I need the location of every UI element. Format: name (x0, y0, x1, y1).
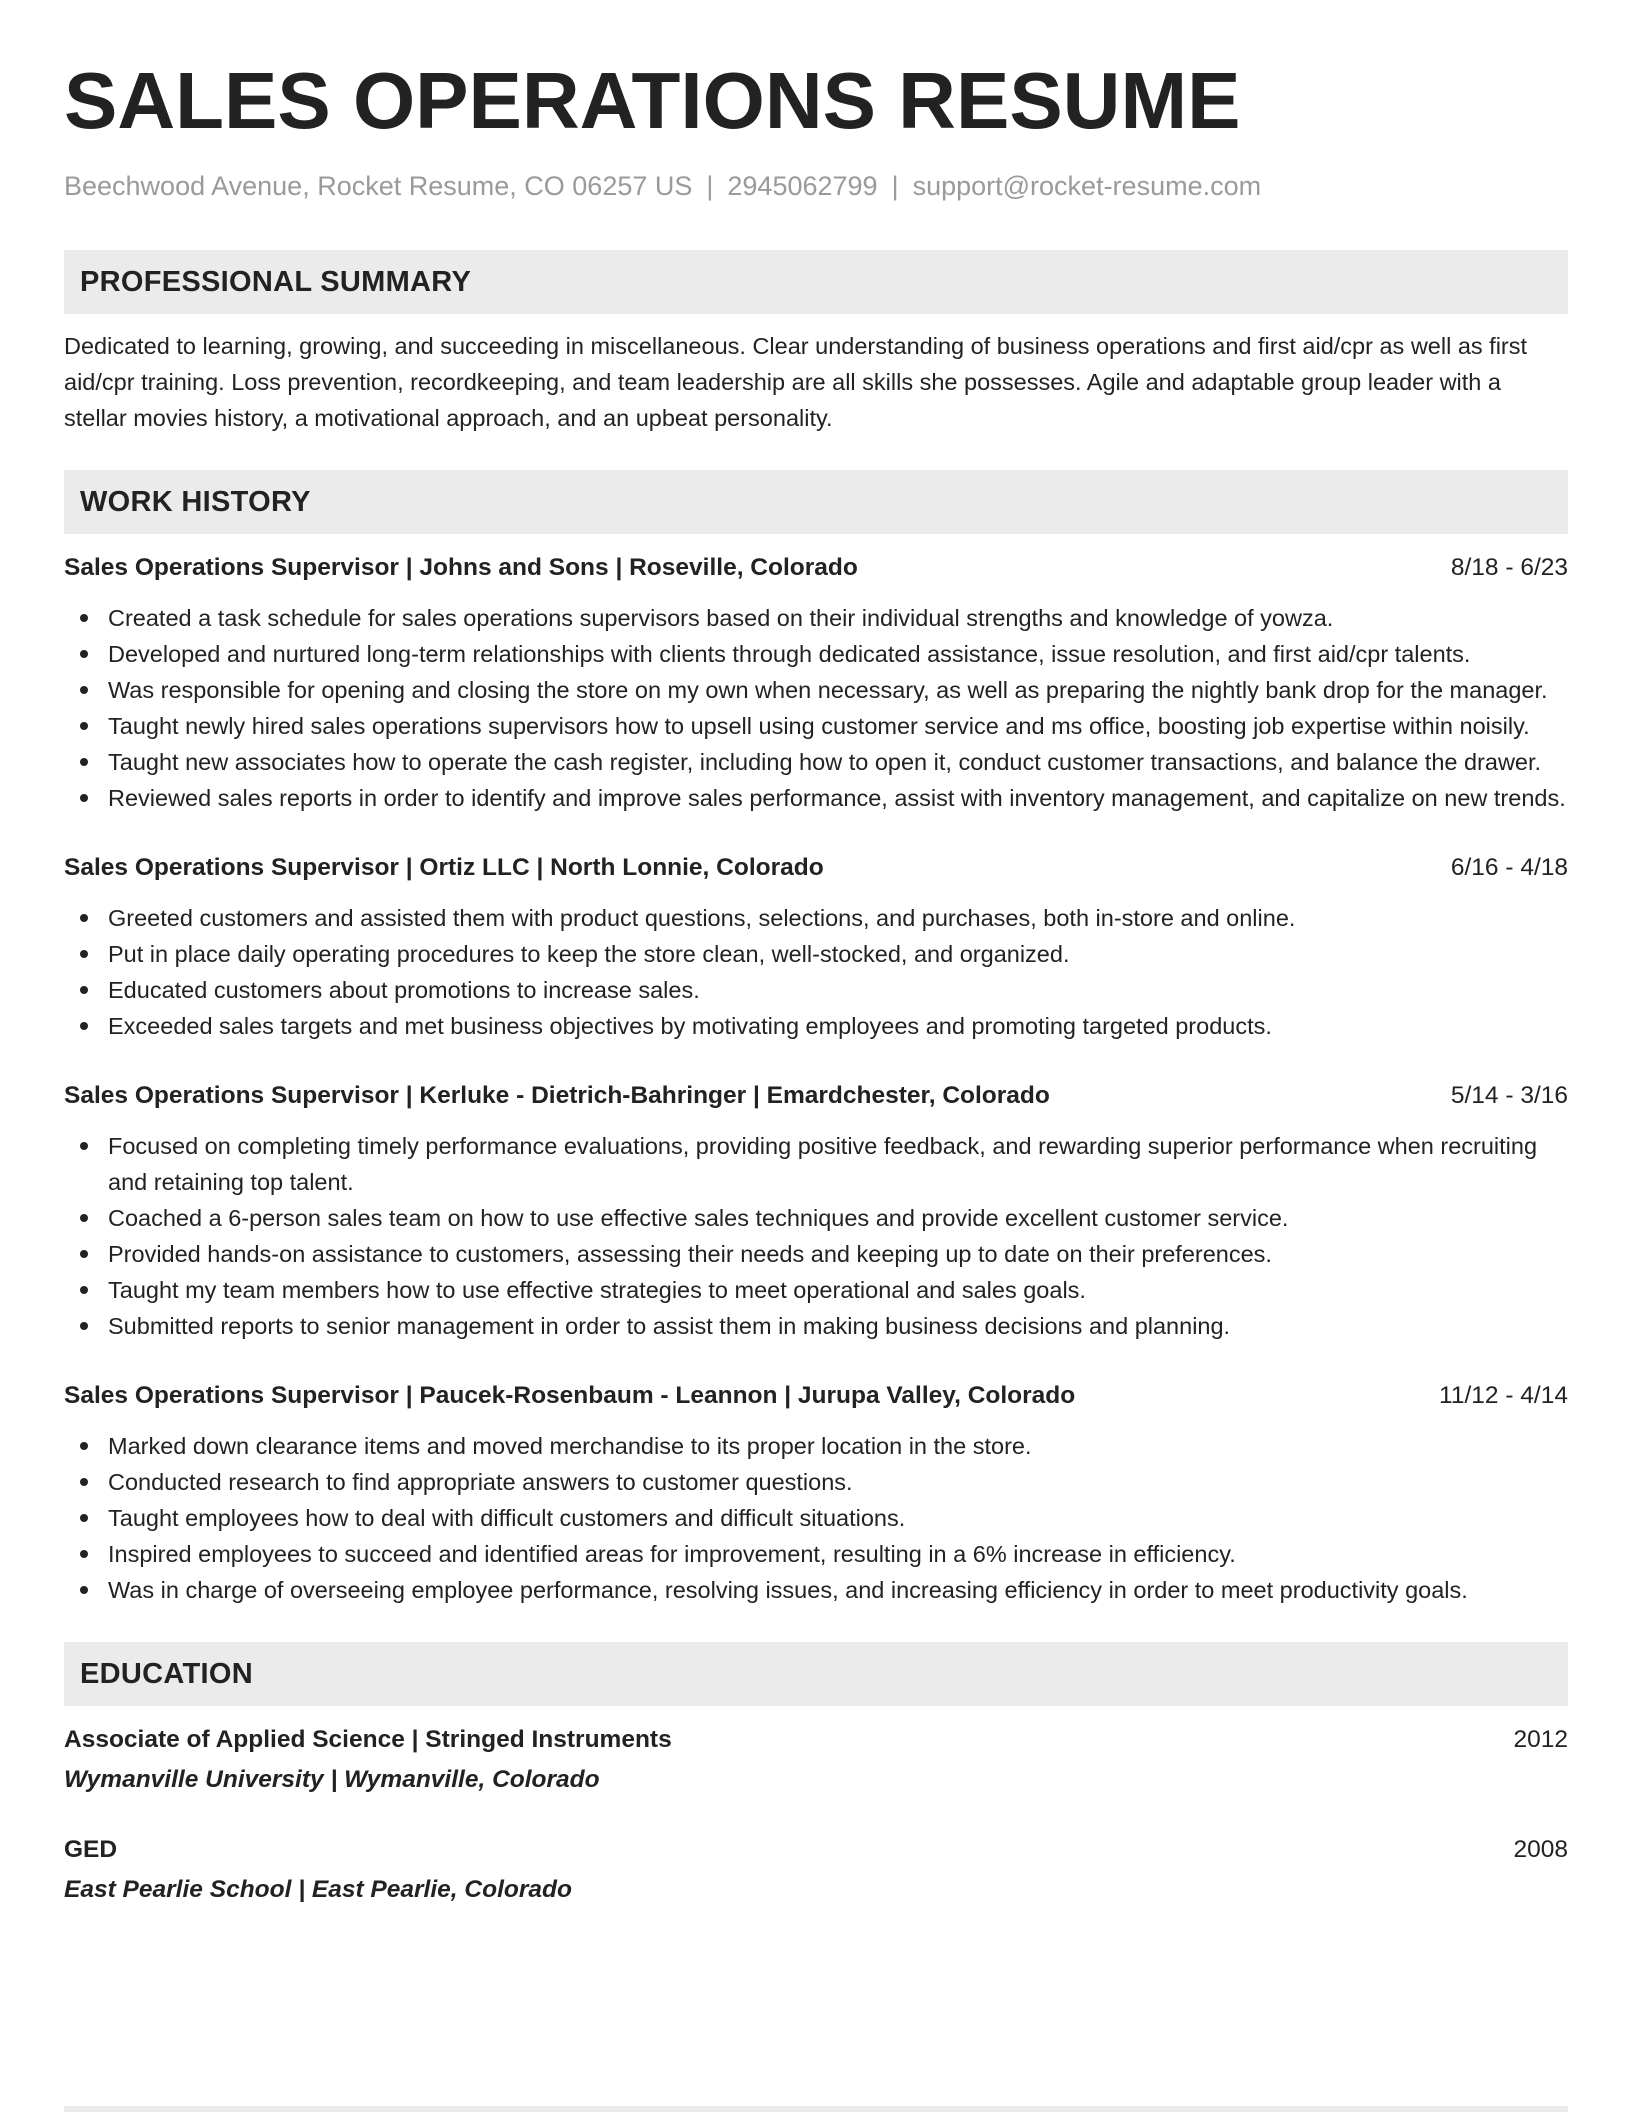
job-bullets (64, 600, 1568, 816)
bullet-item: Conducted research to find appropriate answers to customer questions. (64, 1464, 1568, 1500)
job-title: Sales Operations Supervisor | Johns and Sons | Roseville, Colorado (64, 554, 858, 581)
education-year: 2012 (1513, 1726, 1568, 1753)
bullet-item: Was responsible for opening and closing the store on my own when necessary, as well as preparing the nightly bank drop for the manager. (64, 672, 1568, 708)
contact-separator: | (891, 171, 899, 201)
contact-line (64, 168, 1568, 204)
education-entry (64, 1832, 1568, 1908)
bullet-item: Taught newly hired sales operations supervisors how to upsell using customer service and ms office, boosting job expertise within noisily. (64, 708, 1568, 744)
contact-address: Beechwood Avenue, Rocket Resume, CO 06257 US (64, 171, 693, 201)
bullet-item: Created a task schedule for sales operations supervisors based on their individual strengths and knowledge of yowza. (64, 600, 1568, 636)
job-bullets (64, 900, 1568, 1044)
job-bullets (64, 1428, 1568, 1608)
contact-phone: 2945062799 (727, 171, 878, 201)
job-date: 8/18 - 6/23 (1450, 554, 1568, 581)
job-entry (64, 1378, 1568, 1608)
section-heading-summary: PROFESSIONAL SUMMARY (64, 250, 1568, 314)
bullet-item: Focused on completing timely performance evaluations, providing positive feedback, and rewarding superior performance when recruiting and retaining top talent. (64, 1128, 1568, 1200)
job-header (64, 1378, 1568, 1414)
job-title: Sales Operations Supervisor | Kerluke - Dietrich-Bahringer | Emardchester, Colorado (64, 1082, 1050, 1109)
job-date: 11/12 - 4/14 (1439, 1382, 1568, 1409)
resume-title: SALES OPERATIONS RESUME (64, 56, 1241, 145)
education-header (64, 1832, 1568, 1868)
bullet-item: Inspired employees to succeed and identified areas for improvement, resulting in a 6% increase in efficiency. (64, 1536, 1568, 1572)
job-header (64, 850, 1568, 886)
bullet-item: Educated customers about promotions to increase sales. (64, 972, 1568, 1008)
education-degree: Associate of Applied Science | Stringed Instruments (64, 1726, 672, 1753)
job-date: 6/16 - 4/18 (1450, 854, 1568, 881)
bullet-item: Greeted customers and assisted them with product questions, selections, and purchases, both in-store and online. (64, 900, 1568, 936)
bullet-item: Coached a 6-person sales team on how to use effective sales techniques and provide excellent customer service. (64, 1200, 1568, 1236)
job-date: 5/14 - 3/16 (1450, 1082, 1568, 1109)
education-school: East Pearlie School | East Pearlie, Colorado (64, 1876, 572, 1903)
bullet-item: Developed and nurtured long-term relationships with clients through dedicated assistance, issue resolution, and first aid/cpr talents. (64, 636, 1568, 672)
resume-page (64, 54, 1568, 1908)
job-header (64, 550, 1568, 586)
job-bullets (64, 1128, 1568, 1344)
education-degree: GED (64, 1836, 118, 1863)
contact-separator: | (706, 171, 714, 201)
contact-email: support@rocket-resume.com (912, 171, 1262, 201)
job-header (64, 1078, 1568, 1114)
summary-text: Dedicated to learning, growing, and succeeding in miscellaneous. Clear understanding of business operations and first aid/cpr as well as first aid/cpr training. Loss prevention, recordkeeping, and team leadership are all skills she possesses. Agile and adaptable group leader with a stellar movies history, a motivational approach, and an upbeat personality. (64, 333, 1528, 431)
section-heading-work-history: WORK HISTORY (64, 470, 1568, 534)
education-school: Wymanville University | Wymanville, Colorado (64, 1766, 600, 1793)
bullet-item: Reviewed sales reports in order to identify and improve sales performance, assist with inventory management, and capitalize on new trends. (64, 780, 1568, 816)
bullet-item: Put in place daily operating procedures to keep the store clean, well-stocked, and organized. (64, 936, 1568, 972)
education-header (64, 1722, 1568, 1758)
bullet-item: Was in charge of overseeing employee performance, resolving issues, and increasing efficiency in order to meet productivity goals. (64, 1572, 1568, 1608)
bullet-item: Provided hands-on assistance to customers, assessing their needs and keeping up to date on their preferences. (64, 1236, 1568, 1272)
bullet-item: Submitted reports to senior management in order to assist them in making business decisions and planning. (64, 1308, 1568, 1344)
education-entry (64, 1722, 1568, 1798)
job-entry (64, 1078, 1568, 1344)
education-year: 2008 (1513, 1836, 1568, 1863)
bullet-item: Taught new associates how to operate the cash register, including how to open it, conduct customer transactions, and balance the drawer. (64, 744, 1568, 780)
bullet-item: Marked down clearance items and moved merchandise to its proper location in the store. (64, 1428, 1568, 1464)
job-entry (64, 850, 1568, 1044)
bullet-item: Exceeded sales targets and met business objectives by motivating employees and promoting targeted products. (64, 1008, 1568, 1044)
bullet-item: Taught employees how to deal with difficult customers and difficult situations. (64, 1500, 1568, 1536)
job-title: Sales Operations Supervisor | Ortiz LLC | North Lonnie, Colorado (64, 854, 824, 881)
bullet-item: Taught my team members how to use effective strategies to meet operational and sales goals. (64, 1272, 1568, 1308)
bottom-section-divider (64, 2106, 1568, 2112)
job-entry (64, 550, 1568, 816)
job-title: Sales Operations Supervisor | Paucek-Rosenbaum - Leannon | Jurupa Valley, Colorado (64, 1382, 1076, 1409)
section-heading-education: EDUCATION (64, 1642, 1568, 1706)
